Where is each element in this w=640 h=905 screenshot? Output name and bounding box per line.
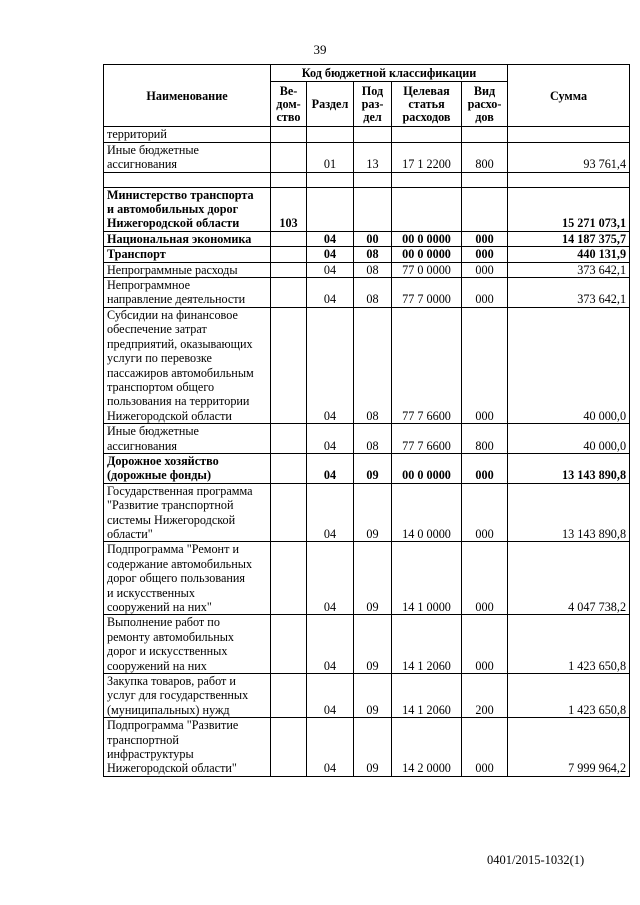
cell-vedomstvo	[271, 307, 307, 423]
cell-summa: 1 423 650,8	[508, 674, 630, 718]
cell-summa: 440 131,9	[508, 247, 630, 262]
table-row	[104, 172, 630, 187]
cell-vid-rashodov: 000	[462, 615, 508, 674]
table-row	[104, 483, 630, 542]
cell-vid-rashodov: 000	[462, 231, 508, 246]
cell-vid-rashodov: 000	[462, 542, 508, 615]
cell-summa: 40 000,0	[508, 307, 630, 423]
cell-podrazdel: 08	[354, 262, 392, 277]
cell-podrazdel: 09	[354, 483, 392, 542]
cell-vid-rashodov: 800	[462, 142, 508, 172]
table-row	[104, 142, 630, 172]
cell-tselevaya-statya: 14 0 0000	[392, 483, 462, 542]
cell-summa: 13 143 890,8	[508, 453, 630, 483]
cell-razdel: 04	[307, 262, 354, 277]
cell-razdel: 04	[307, 674, 354, 718]
cell-vid-rashodov	[462, 127, 508, 142]
table-row	[104, 674, 630, 718]
cell-vid-rashodov: 000	[462, 262, 508, 277]
cell-vid-rashodov: 000	[462, 278, 508, 308]
cell-vedomstvo	[271, 262, 307, 277]
cell-razdel	[307, 127, 354, 142]
cell-vid-rashodov: 000	[462, 247, 508, 262]
cell-vedomstvo	[271, 247, 307, 262]
cell-razdel: 04	[307, 307, 354, 423]
table-row	[104, 247, 630, 262]
cell-vedomstvo	[271, 142, 307, 172]
cell-vid-rashodov: 000	[462, 453, 508, 483]
cell-name: Выполнение работ по ремонту автомобильных дорог и искусственных сооружений на них	[104, 615, 271, 674]
cell-tselevaya-statya: 17 1 2200	[392, 142, 462, 172]
cell-podrazdel: 09	[354, 718, 392, 777]
cell-name: Государственная программа "Развитие транспортной системы Нижегородской области"	[104, 483, 271, 542]
cell-vid-rashodov	[462, 187, 508, 231]
header-code-group: Код бюджетной классификации	[271, 65, 508, 82]
page-number: 39	[313, 42, 327, 57]
cell-name: Непрограммные расходы	[104, 262, 271, 277]
cell-tselevaya-statya: 14 1 0000	[392, 542, 462, 615]
cell-tselevaya-statya: 77 7 6600	[392, 424, 462, 454]
table-row	[104, 307, 630, 423]
table-body	[104, 127, 630, 776]
cell-razdel: 04	[307, 542, 354, 615]
cell-summa: 373 642,1	[508, 262, 630, 277]
cell-razdel: 04	[307, 483, 354, 542]
cell-summa: 15 271 073,1	[508, 187, 630, 231]
cell-tselevaya-statya	[392, 172, 462, 187]
cell-podrazdel	[354, 127, 392, 142]
table-row	[104, 187, 630, 231]
cell-name	[104, 172, 271, 187]
cell-tselevaya-statya: 77 0 0000	[392, 262, 462, 277]
cell-tselevaya-statya: 14 1 2060	[392, 674, 462, 718]
document-code: 0401/2015-1032(1)	[487, 853, 585, 867]
header-vid-rashodov: Вид расхо- дов	[462, 82, 508, 127]
cell-vid-rashodov: 000	[462, 718, 508, 777]
cell-vedomstvo	[271, 718, 307, 777]
cell-vedomstvo: 103	[271, 187, 307, 231]
cell-razdel	[307, 172, 354, 187]
cell-summa	[508, 127, 630, 142]
table-row	[104, 231, 630, 246]
cell-podrazdel: 09	[354, 453, 392, 483]
cell-name: Дорожное хозяйство (дорожные фонды)	[104, 453, 271, 483]
table-row	[104, 615, 630, 674]
header-tselevaya-statya: Целевая статья расходов	[392, 82, 462, 127]
cell-name: Национальная экономика	[104, 231, 271, 246]
cell-vedomstvo	[271, 127, 307, 142]
cell-tselevaya-statya: 00 0 0000	[392, 247, 462, 262]
cell-summa: 14 187 375,7	[508, 231, 630, 246]
header-vedomstvo: Ве- дом- ство	[271, 82, 307, 127]
cell-razdel: 04	[307, 718, 354, 777]
cell-name: Иные бюджетные ассигнования	[104, 142, 271, 172]
cell-summa: 40 000,0	[508, 424, 630, 454]
header-podrazdel: Под раз- дел	[354, 82, 392, 127]
cell-vid-rashodov: 800	[462, 424, 508, 454]
table-row	[104, 424, 630, 454]
cell-podrazdel: 08	[354, 424, 392, 454]
table-row	[104, 453, 630, 483]
cell-vedomstvo	[271, 453, 307, 483]
cell-podrazdel: 09	[354, 542, 392, 615]
cell-vedomstvo	[271, 231, 307, 246]
cell-name: Подпрограмма "Развитие транспортной инфраструктуры Нижегородской области"	[104, 718, 271, 777]
cell-name: территорий	[104, 127, 271, 142]
cell-vedomstvo	[271, 674, 307, 718]
cell-tselevaya-statya: 00 0 0000	[392, 231, 462, 246]
cell-vid-rashodov	[462, 172, 508, 187]
cell-tselevaya-statya	[392, 127, 462, 142]
cell-name: Подпрограмма "Ремонт и содержание автомобильных дорог общего пользования и искусственных сооружений на них"	[104, 542, 271, 615]
cell-name: Иные бюджетные ассигнования	[104, 424, 271, 454]
cell-tselevaya-statya: 00 0 0000	[392, 453, 462, 483]
cell-razdel: 04	[307, 278, 354, 308]
cell-tselevaya-statya: 77 7 6600	[392, 307, 462, 423]
header-summa: Сумма	[508, 65, 630, 127]
cell-tselevaya-statya: 14 1 2060	[392, 615, 462, 674]
cell-podrazdel	[354, 187, 392, 231]
table-row	[104, 127, 630, 142]
cell-summa: 373 642,1	[508, 278, 630, 308]
cell-tselevaya-statya: 14 2 0000	[392, 718, 462, 777]
cell-vid-rashodov: 000	[462, 483, 508, 542]
cell-vedomstvo	[271, 424, 307, 454]
header-razdel: Раздел	[307, 82, 354, 127]
cell-summa	[508, 172, 630, 187]
cell-name: Транспорт	[104, 247, 271, 262]
cell-podrazdel: 09	[354, 674, 392, 718]
cell-podrazdel	[354, 172, 392, 187]
header-name: Наименование	[104, 65, 271, 127]
cell-podrazdel: 00	[354, 231, 392, 246]
cell-summa: 1 423 650,8	[508, 615, 630, 674]
cell-vedomstvo	[271, 278, 307, 308]
cell-razdel: 04	[307, 231, 354, 246]
cell-tselevaya-statya: 77 7 0000	[392, 278, 462, 308]
budget-classification-table	[103, 64, 630, 777]
table-row	[104, 542, 630, 615]
cell-vedomstvo	[271, 615, 307, 674]
cell-vid-rashodov: 200	[462, 674, 508, 718]
cell-podrazdel: 13	[354, 142, 392, 172]
table-row	[104, 718, 630, 777]
cell-vedomstvo	[271, 172, 307, 187]
cell-razdel: 04	[307, 424, 354, 454]
cell-name: Субсидии на финансовое обеспечение затрат предприятий, оказывающих услуги по перевозке пассажиров автомобильным транспортом общего пользования на территории Нижегородской области	[104, 307, 271, 423]
cell-razdel: 01	[307, 142, 354, 172]
table-row	[104, 262, 630, 277]
cell-vedomstvo	[271, 483, 307, 542]
cell-summa: 13 143 890,8	[508, 483, 630, 542]
cell-summa: 7 999 964,2	[508, 718, 630, 777]
cell-tselevaya-statya	[392, 187, 462, 231]
cell-name: Непрограммное направление деятельности	[104, 278, 271, 308]
cell-name: Министерство транспорта и автомобильных дорог Нижегородской области	[104, 187, 271, 231]
cell-razdel	[307, 187, 354, 231]
cell-podrazdel: 08	[354, 247, 392, 262]
cell-razdel: 04	[307, 247, 354, 262]
cell-name: Закупка товаров, работ и услуг для государственных (муниципальных) нужд	[104, 674, 271, 718]
cell-vid-rashodov: 000	[462, 307, 508, 423]
cell-summa: 93 761,4	[508, 142, 630, 172]
cell-vedomstvo	[271, 542, 307, 615]
cell-podrazdel: 08	[354, 307, 392, 423]
cell-razdel: 04	[307, 453, 354, 483]
table-row	[104, 278, 630, 308]
cell-summa: 4 047 738,2	[508, 542, 630, 615]
cell-podrazdel: 08	[354, 278, 392, 308]
cell-podrazdel: 09	[354, 615, 392, 674]
cell-razdel: 04	[307, 615, 354, 674]
